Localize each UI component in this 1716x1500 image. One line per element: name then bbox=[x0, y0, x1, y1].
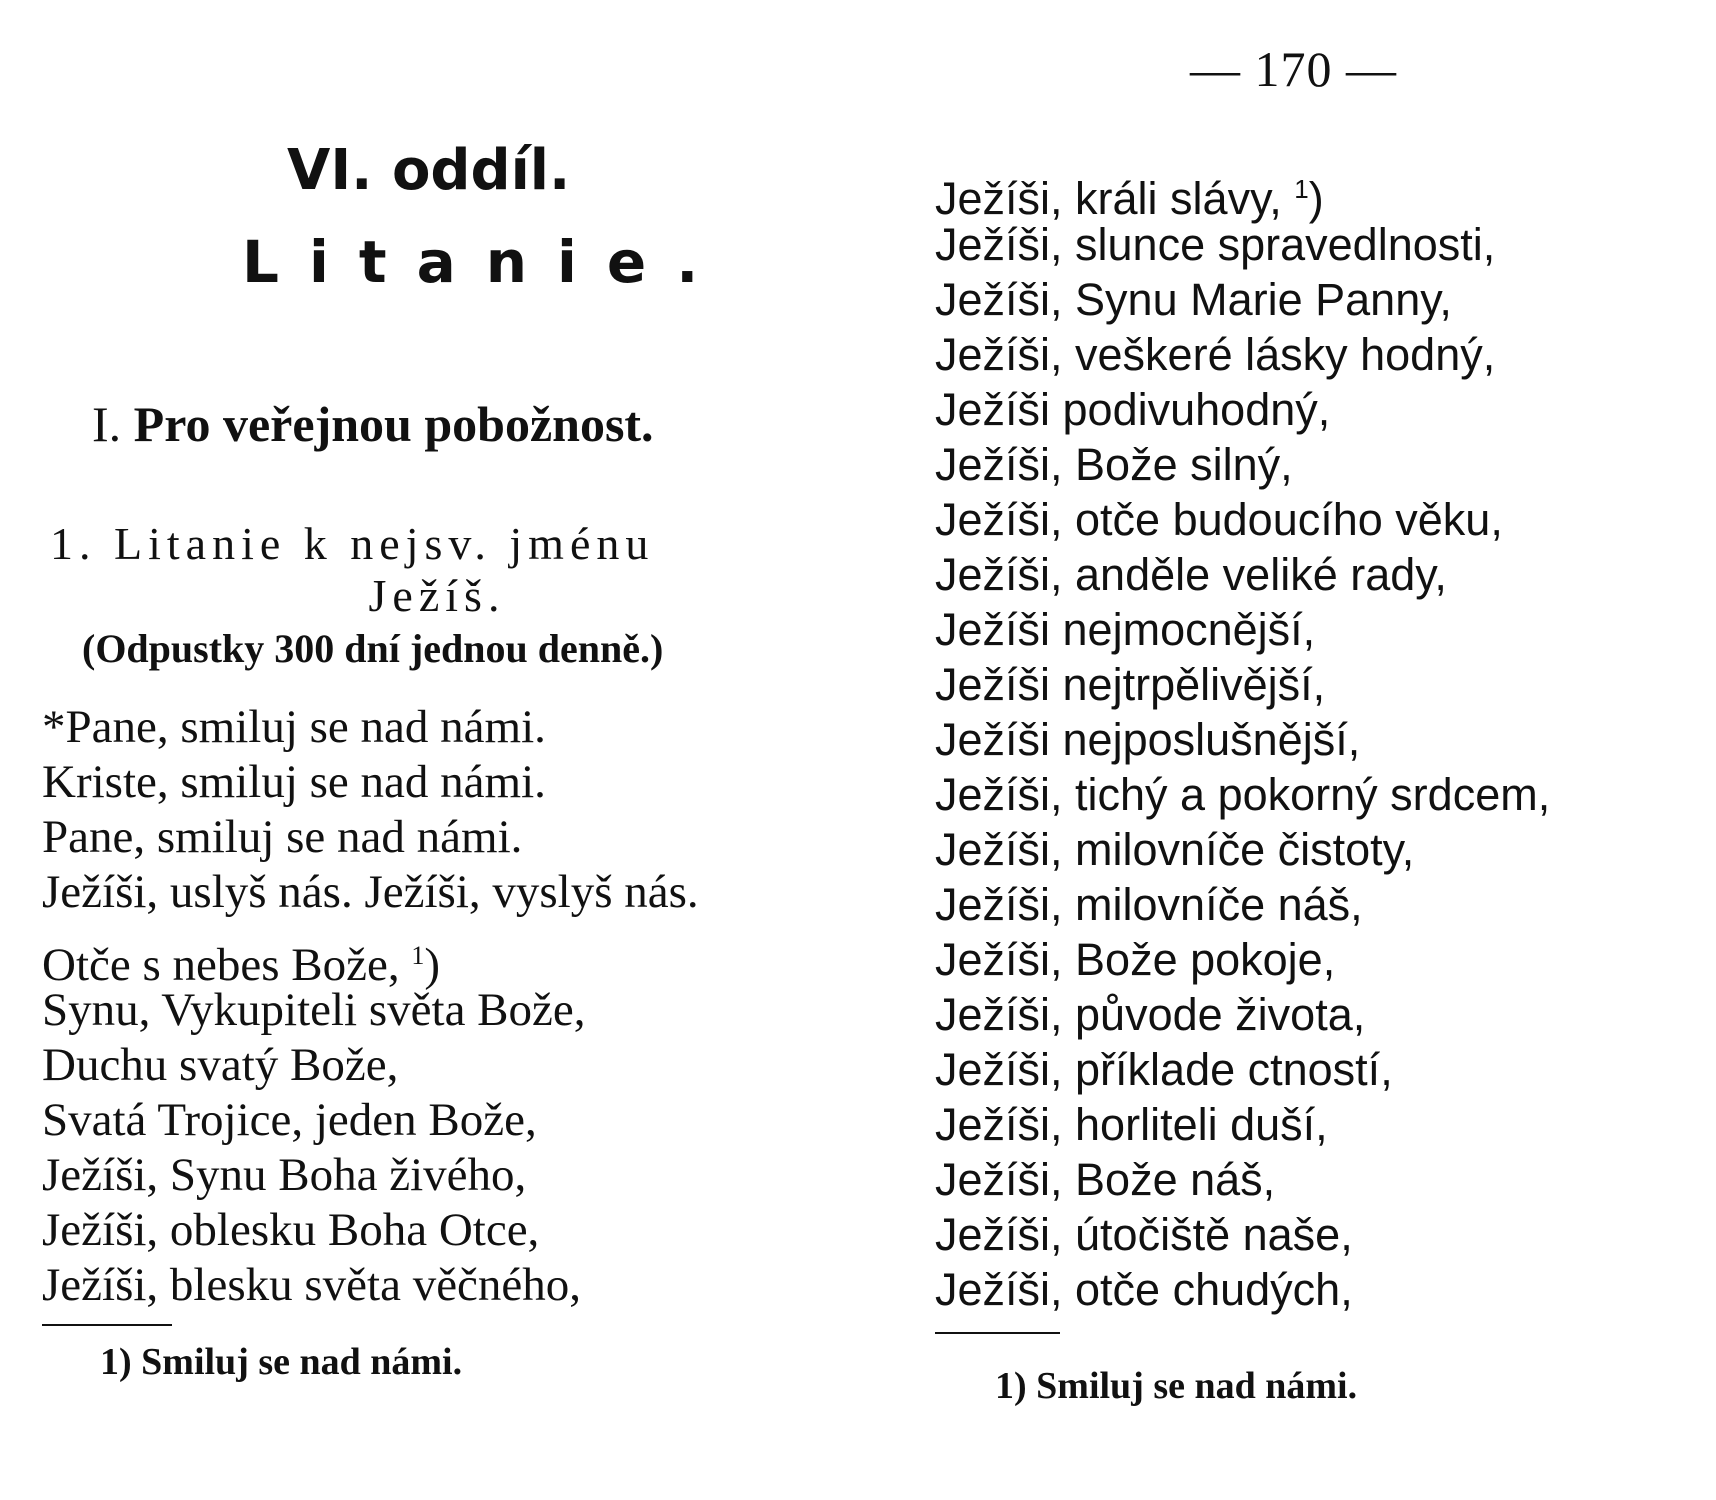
sub-title-text: Pro veřejnou pobožnost. bbox=[133, 396, 654, 452]
opening-lines bbox=[42, 700, 699, 920]
litany-heading-line2: Ježíš. bbox=[368, 570, 506, 621]
verse-line: Synu, Vykupiteli světa Bože, bbox=[42, 984, 586, 1036]
verse-line: Ježíši, otče budoucího věku, bbox=[935, 494, 1503, 545]
verse-line: Pane, smiluj se nad námi. bbox=[42, 811, 523, 863]
verse-line: Ježíši, milovníče náš, bbox=[935, 879, 1363, 930]
footnote bbox=[995, 1364, 1357, 1408]
verse-line: *Pane, smiluj se nad námi. bbox=[42, 701, 546, 753]
litanie-title: Litanie. bbox=[242, 228, 729, 296]
verse-line: Ježíši, útočiště naše, bbox=[935, 1209, 1353, 1260]
verse-line: Ježíši nejtrpělivější, bbox=[935, 659, 1326, 710]
verse-line: Ježíši, příklade ctností, bbox=[935, 1044, 1393, 1095]
verse-line: Duchu svatý Bože, bbox=[42, 1039, 399, 1091]
footnote-marker: 1) bbox=[100, 1341, 132, 1383]
footnote bbox=[100, 1340, 462, 1384]
verse-line: Ježíši, blesku světa věčného, bbox=[42, 1259, 582, 1311]
footnote-marker: 1) bbox=[995, 1365, 1027, 1407]
verse-line: Ježíši, uslyš nás. Ježíši, vyslyš nás. bbox=[42, 866, 699, 918]
page-number: — 170 — bbox=[1190, 41, 1397, 97]
indulgence-note: (Odpustky 300 dní jednou denně.) bbox=[82, 626, 664, 671]
verse-line: Ježíši, oblesku Boha Otce, bbox=[42, 1204, 540, 1256]
right-invocations bbox=[935, 162, 1550, 1317]
verse-line: Ježíši, Bože náš, bbox=[935, 1154, 1276, 1205]
left-invocations bbox=[42, 928, 586, 1313]
footnote-mark: 1 bbox=[1294, 174, 1309, 204]
litany-heading-line1: 1. Litanie k nejsv. jménu bbox=[50, 518, 655, 569]
footnote-divider bbox=[935, 1332, 1060, 1334]
verse-line: Ježíši, původe života, bbox=[935, 989, 1366, 1040]
verse-line: Ježíši nejmocnější, bbox=[935, 604, 1316, 655]
verse-line: Otče s nebes Bože, $^1$) bbox=[42, 939, 441, 991]
section-title: VI. oddíl. bbox=[287, 138, 571, 203]
verse-line: Ježíši, Bože silný, bbox=[935, 439, 1293, 490]
verse-line: Ježíši, horliteli duší, bbox=[935, 1099, 1328, 1150]
verse-line: Ježíši nejposlušnější, bbox=[935, 714, 1361, 765]
verse-line: Ježíši podivuhodný, bbox=[935, 384, 1331, 435]
footnote-text: Smiluj se nad námi. bbox=[141, 1341, 463, 1383]
verse-line: Ježíši, tichý a pokorný srdcem, bbox=[935, 769, 1551, 820]
verse-line: Ježíši, veškeré lásky hodný, bbox=[935, 329, 1496, 380]
verse-line: Ježíši, anděle veliké rady, bbox=[935, 549, 1447, 600]
verse-line: Kriste, smiluj se nad námi. bbox=[42, 756, 546, 808]
verse-line: Ježíši, Synu Marie Panny, bbox=[935, 274, 1452, 325]
verse-line: Svatá Trojice, jeden Bože, bbox=[42, 1094, 537, 1146]
litany-heading bbox=[42, 518, 832, 622]
verse-line: Ježíši, Synu Boha živého, bbox=[42, 1149, 527, 1201]
sub-title-number: I. bbox=[92, 396, 122, 452]
sub-title bbox=[92, 395, 654, 453]
verse-line: Ježíši, otče chudých, bbox=[935, 1264, 1353, 1315]
footnote-text: Smiluj se nad námi. bbox=[1036, 1365, 1358, 1407]
verse-line: Ježíši, králi slávy, $^1$) bbox=[935, 173, 1324, 224]
verse-line: Ježíši, Bože pokoje, bbox=[935, 934, 1336, 985]
footnote-mark: 1 bbox=[411, 941, 425, 970]
footnote-divider bbox=[42, 1324, 172, 1326]
verse-line: Ježíši, slunce spravedlnosti, bbox=[935, 219, 1496, 270]
verse-line: Ježíši, milovníče čistoty, bbox=[935, 824, 1415, 875]
